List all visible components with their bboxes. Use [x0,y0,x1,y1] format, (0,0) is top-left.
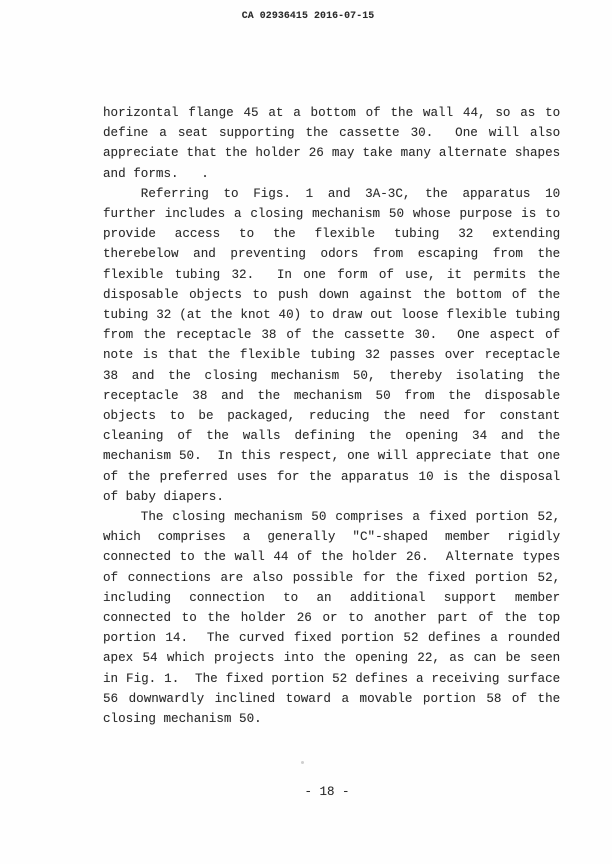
scan-artifact-dot [301,761,304,764]
body-paragraph-3: The closing mechanism 50 comprises a fixed portion 52, which comprises a generally "C"-shaped member rigidly connected to the wall 44 of the holder 26. Alternate types of connections are also possible for the fixed portion 52, including connection to an additional support member connected to the holder 26 or to another part of the top portion 14. The curved fixed portion 52 defines a rounded apex 54 which projects into the opening 22, as can be seen in Fig. 1. The fixed portion 52 defines a receiving surface 56 downwardly inclined toward a movable portion 58 of the closing mechanism 50. [103,510,561,727]
body-paragraph-1: horizontal flange 45 at a bottom of the wall 44, so as to define a seat supporting the cassette 30. One will also appreciate that the holder 26 may take many alternate shapes and forms. . [103,106,561,181]
page-number: - 18 - [304,785,350,799]
document-body [103,103,560,729]
document-id-header: CA 02936415 2016-07-15 [241,10,375,21]
body-paragraph-2: Referring to Figs. 1 and 3A-3C, the apparatus 10 further includes a closing mechanism 50 whose purpose is to provide access to the flexible tubing 32 extending therebelow and preventing odors from escaping from the flexible tubing 32. In one form of use, it permits the disposable objects to push down against the bottom of the tubing 32 (at the knot 40) to draw out loose flexible tubing from the receptacle 38 of the cassette 30. One aspect of note is that the flexible tubing 32 passes over receptacle 38 and the closing mechanism 50, thereby isolating the receptacle 38 and the mechanism 50 from the disposable objects to be packaged, reducing the need for constant cleaning of the walls defining the opening 34 and the mechanism 50. In this respect, one will appreciate that one of the preferred uses for the apparatus 10 is the disposal of baby diapers. [103,186,561,504]
